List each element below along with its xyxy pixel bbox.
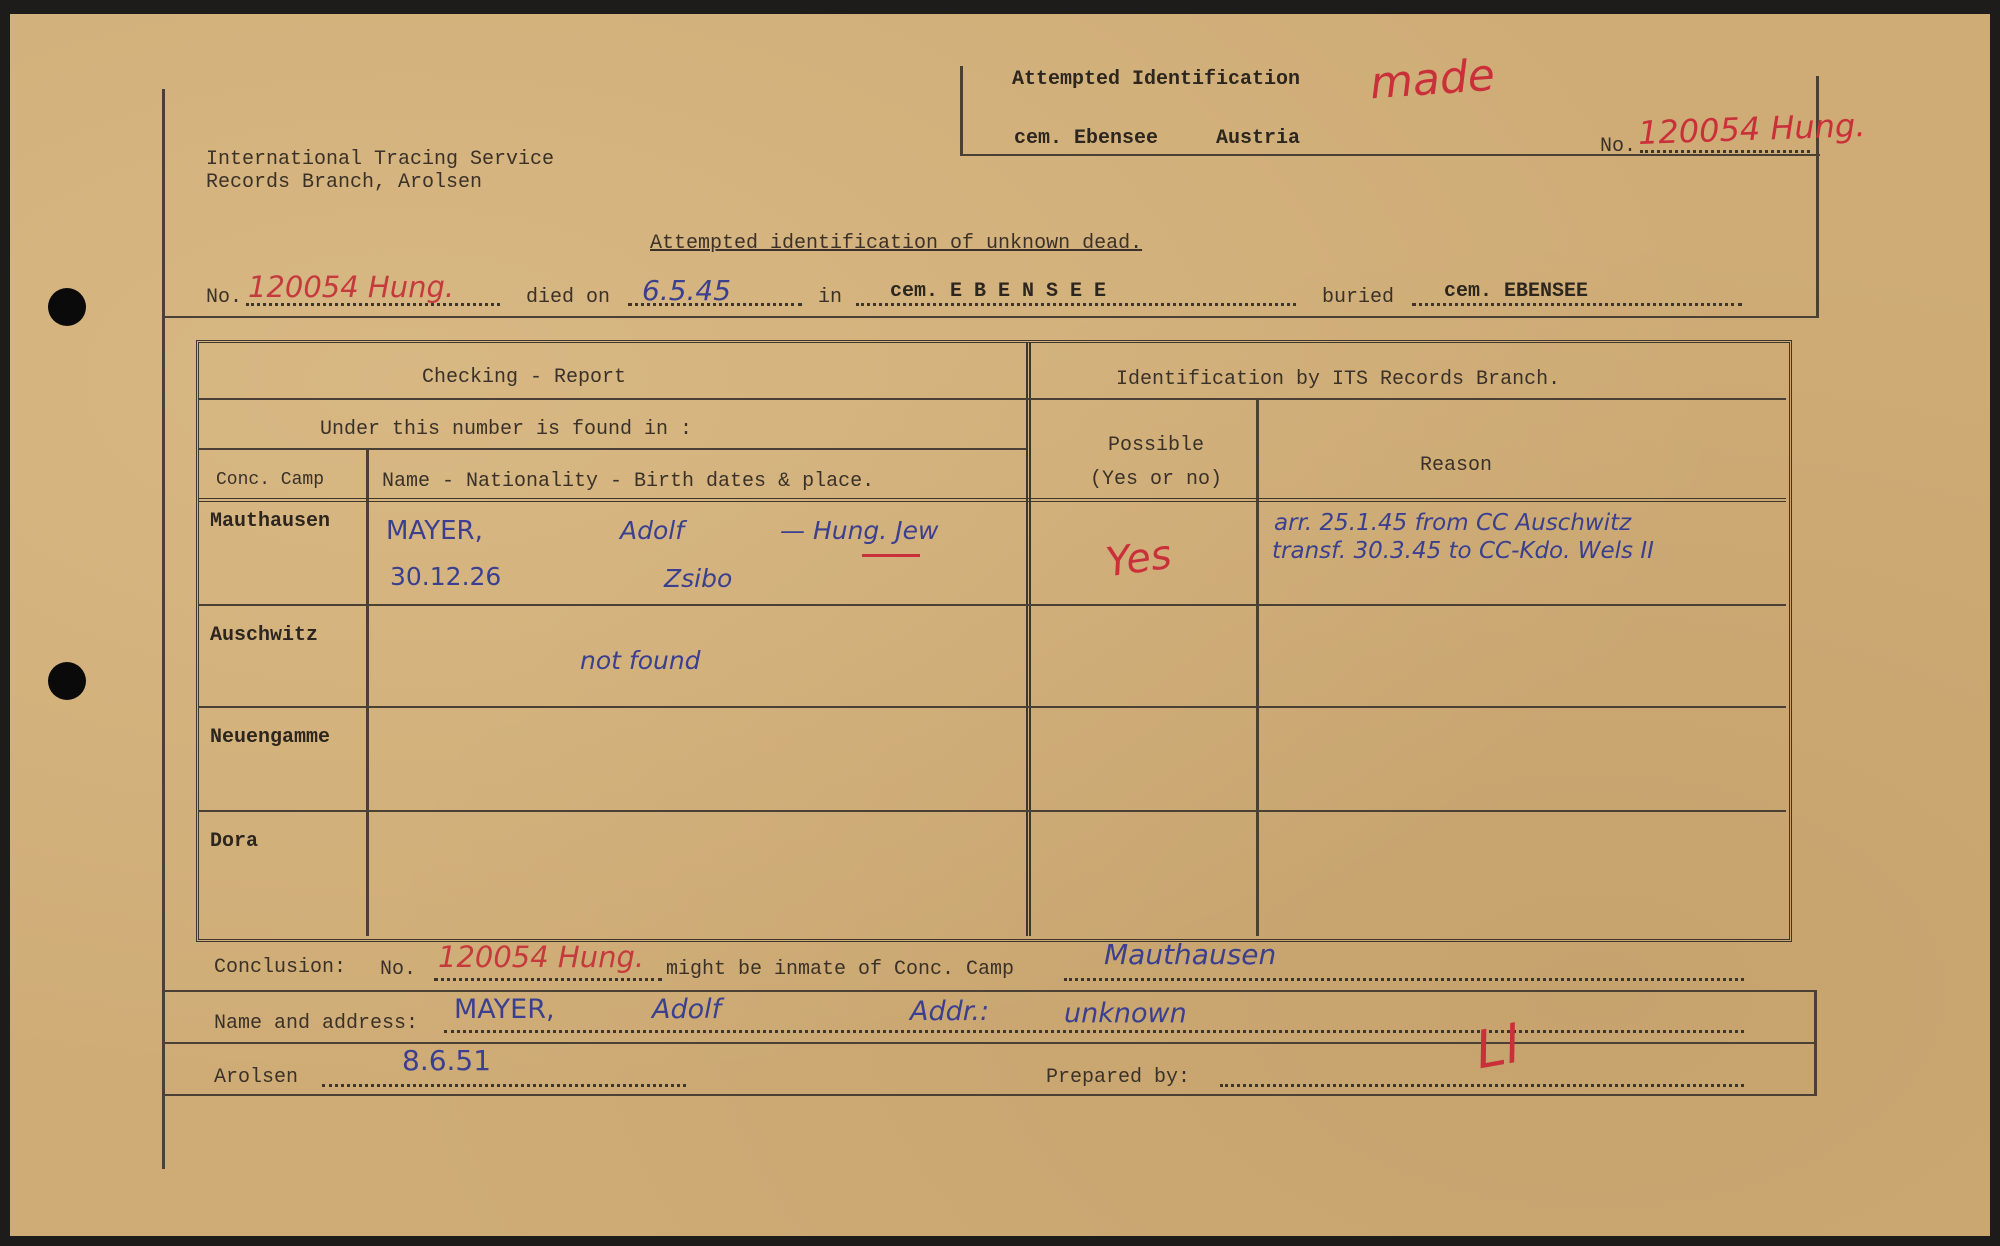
footer-date-dots <box>322 1084 686 1087</box>
header-cemetery: cem. Ebensee <box>1014 127 1159 150</box>
col-camp-header: Conc. Camp <box>216 470 325 490</box>
record-card <box>10 14 1990 1236</box>
conclusion-text: might be inmate of Conc. Camp <box>666 958 1015 981</box>
header-box-left <box>960 66 963 156</box>
checking-header: Checking - Report <box>422 366 627 389</box>
name-address-label: Name and address: <box>214 1012 419 1035</box>
conclusion-no-label: No. <box>380 958 417 981</box>
name-address-firstname: Adolf <box>652 994 722 1025</box>
row2-note: not found <box>580 646 701 675</box>
row1-surname: MAYER, <box>386 516 483 546</box>
name-address-dots <box>444 1030 1744 1033</box>
row-camp-auschwitz: Auschwitz <box>210 624 319 647</box>
row1-firstname: Adolf <box>620 516 685 545</box>
row-camp-dora: Dora <box>210 830 259 853</box>
row1-possible: Yes <box>1103 531 1175 587</box>
buried-dots <box>1412 303 1742 306</box>
conclusion-camp: Mauthausen <box>1104 938 1277 971</box>
row1-birth-date: 30.12.26 <box>390 562 502 591</box>
row1-birth-place: Zsibo <box>664 564 733 593</box>
col-reason-header: Reason <box>1420 454 1493 477</box>
name-address-name: MAYER, <box>454 994 555 1025</box>
header-title: Attempted Identification <box>1012 68 1301 91</box>
row1-nationality: — Hung. Jew <box>780 516 939 545</box>
conclusion-number: 120054 Hung. <box>438 940 645 974</box>
buried-place: cem. EBENSEE <box>1444 280 1589 303</box>
row-line-3 <box>199 498 1786 502</box>
right-border <box>1816 154 1819 318</box>
prepared-dots <box>1220 1084 1744 1087</box>
row-camp-neuengamme: Neuengamme <box>210 726 331 749</box>
row-line-5 <box>199 706 1786 708</box>
punch-hole-bottom <box>48 662 86 700</box>
conclusion-label: Conclusion: <box>214 956 347 979</box>
addr-label: Addr.: <box>910 996 990 1027</box>
col-line-camp <box>366 448 369 936</box>
conclusion-no-dots <box>434 978 662 981</box>
col-possible-header: Possible <box>1108 434 1205 457</box>
punch-hole-top <box>48 288 86 326</box>
row-line-4 <box>199 604 1786 606</box>
addr-value: unknown <box>1064 998 1187 1029</box>
conclusion-camp-dots <box>1064 978 1744 981</box>
made-stamp: made <box>1368 49 1497 110</box>
buried-label: buried <box>1322 286 1395 309</box>
row-line-1 <box>199 398 1786 400</box>
col-line-mid <box>1026 343 1031 936</box>
row-camp-mauthausen: Mauthausen <box>210 510 331 533</box>
row-line-6 <box>199 810 1786 812</box>
in-label: in <box>818 286 843 309</box>
org-line-2: Records Branch, Arolsen <box>206 171 483 194</box>
col-details-header: Name - Nationality - Birth dates & place. <box>382 470 875 493</box>
header-country: Austria <box>1216 127 1301 150</box>
nationality-underline <box>862 554 920 557</box>
record-no-label: No. <box>206 286 243 309</box>
row1-reason-2: transf. 30.3.45 to CC-Kdo. Wels II <box>1272 538 1654 564</box>
conclusion-rule-low <box>162 1094 1814 1096</box>
col-line-possible <box>1256 400 1259 936</box>
place-dots <box>856 303 1296 306</box>
row-line-2 <box>199 448 1026 450</box>
header-number: 120054 Hung. <box>1637 106 1867 152</box>
found-header: Under this number is found in : <box>320 418 693 441</box>
org-line-1: International Tracing Service <box>206 148 555 171</box>
record-number: 120054 Hung. <box>248 270 455 304</box>
form-title: Attempted identification of unknown dead. <box>650 232 1143 255</box>
record-rule <box>162 316 1818 318</box>
margin-line <box>162 89 165 1169</box>
footer-date: 8.6.51 <box>402 1044 492 1077</box>
died-label: died on <box>526 286 611 309</box>
identification-header: Identification by ITS Records Branch. <box>1116 368 1561 391</box>
header-no-label: No. <box>1600 135 1637 158</box>
conclusion-rule-right <box>1814 990 1817 1096</box>
conclusion-rule-top <box>162 990 1814 992</box>
prepared-initials: Ll <box>1471 1014 1525 1082</box>
prepared-label: Prepared by: <box>1046 1066 1191 1089</box>
footer-place: Arolsen <box>214 1066 299 1089</box>
death-place: cem. E B E N S E E <box>890 280 1107 303</box>
header-box-bottom <box>960 154 1820 156</box>
col-possible-sub: (Yes or no) <box>1090 468 1223 491</box>
row1-reason-1: arr. 25.1.45 from CC Auschwitz <box>1274 510 1632 536</box>
died-date: 6.5.45 <box>642 274 732 307</box>
